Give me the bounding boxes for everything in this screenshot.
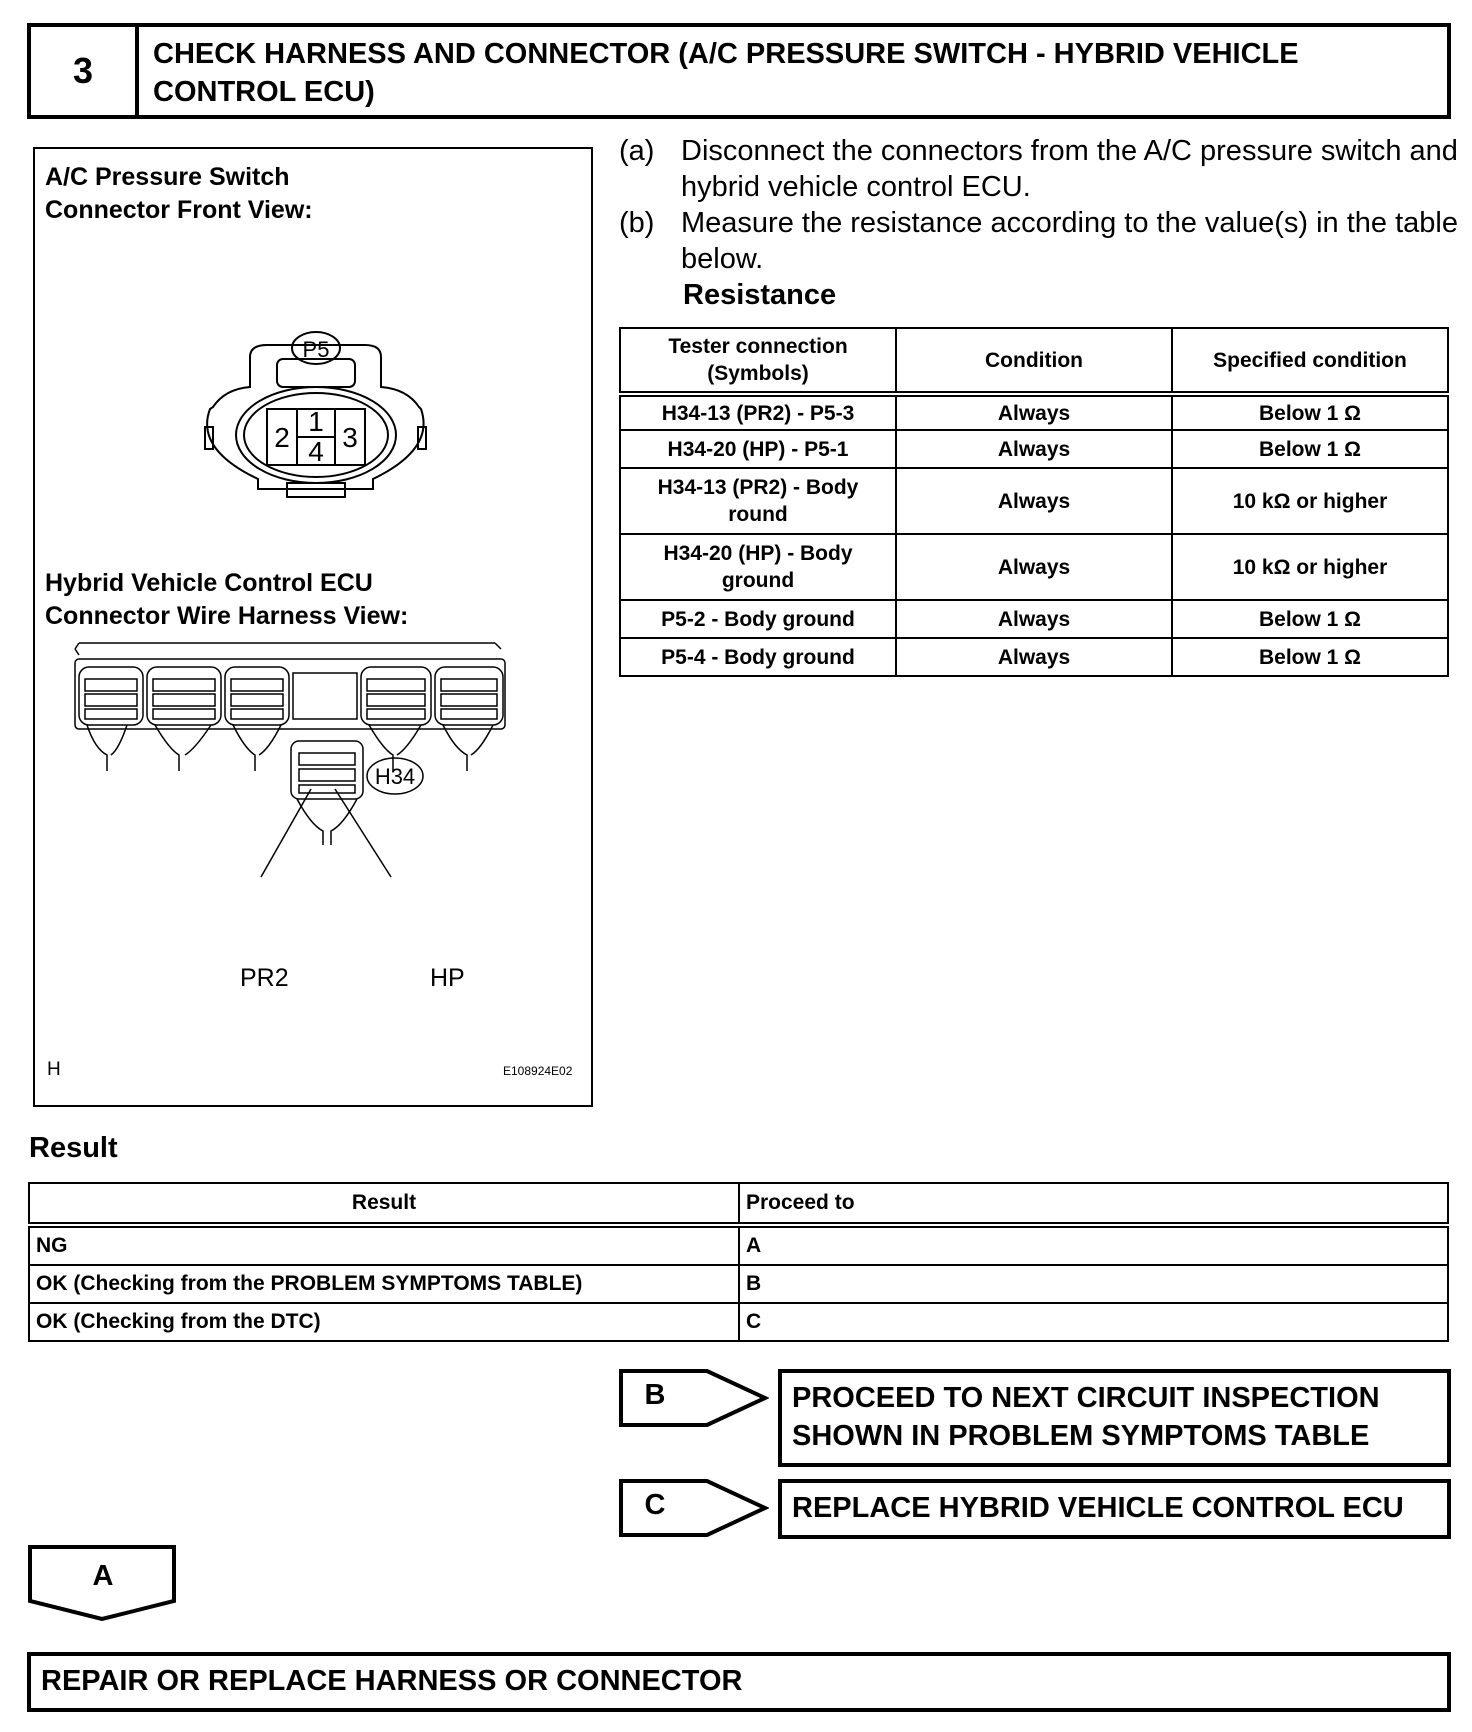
figure-corner-letter: H bbox=[47, 1059, 61, 1080]
ecu-block-5 bbox=[361, 667, 431, 725]
pr2-label: PR2 bbox=[240, 964, 289, 992]
result-header-result: Result bbox=[29, 1183, 739, 1225]
ecu-block-2 bbox=[147, 667, 221, 725]
pr2-leader bbox=[261, 789, 311, 877]
ecu-empty-socket bbox=[293, 673, 357, 719]
table-row: P5-2 - Body ground Always Below 1 Ω bbox=[620, 600, 1448, 638]
ecu-block-3 bbox=[225, 667, 289, 725]
pin-2: 2 bbox=[274, 422, 290, 453]
table-row: H34-13 (PR2) - Body round Always 10 kΩ or higher bbox=[620, 468, 1448, 534]
res-header-tester: Tester connection (Symbols) bbox=[620, 328, 896, 394]
outcome-b-action: PROCEED TO NEXT CIRCUIT INSPECTION SHOWN IN PROBLEM SYMPTOMS TABLE bbox=[778, 1369, 1451, 1467]
res-header-specified: Specified condition bbox=[1172, 328, 1448, 394]
ecu-label: Hybrid Vehicle Control ECU Connector Wire Harness View: bbox=[45, 569, 409, 630]
table-row: NG A bbox=[29, 1225, 1448, 1265]
table-row: H34-13 (PR2) - P5-3 Always Below 1 Ω bbox=[620, 394, 1448, 430]
ecu-block-1 bbox=[79, 667, 143, 725]
outcome-b-letter: B bbox=[644, 1379, 666, 1411]
instruction-b-mark: (b) bbox=[619, 207, 655, 239]
outcome-a-letter: A bbox=[92, 1560, 114, 1592]
resistance-title: Resistance bbox=[683, 279, 837, 311]
table-row: H34-20 (HP) - P5-1 Always Below 1 Ω bbox=[620, 430, 1448, 468]
p5-tag-text: P5 bbox=[302, 337, 330, 362]
table-row: H34-20 (HP) - Body ground Always 10 kΩ or higher bbox=[620, 534, 1448, 600]
h34-tag-text: H34 bbox=[374, 764, 416, 789]
hp-leader bbox=[335, 789, 391, 877]
step-number: 3 bbox=[31, 27, 139, 115]
res-header-condition: Condition bbox=[896, 328, 1172, 394]
table-row: OK (Checking from the PROBLEM SYMPTOMS TABLE) B bbox=[29, 1265, 1448, 1303]
ecu-block-6 bbox=[435, 667, 503, 725]
pin-3: 3 bbox=[342, 422, 358, 453]
instruction-a-mark: (a) bbox=[619, 135, 655, 167]
ac-switch-label: A/C Pressure Switch Connector Front View: bbox=[45, 163, 313, 224]
resistance-table bbox=[619, 327, 1449, 677]
step-header bbox=[27, 23, 1451, 119]
connector-figure bbox=[33, 147, 593, 1107]
outcome-a-action: REPAIR OR REPLACE HARNESS OR CONNECTOR bbox=[27, 1652, 1451, 1712]
table-row: OK (Checking from the DTC) C bbox=[29, 1303, 1448, 1341]
result-header-proceed: Proceed to bbox=[739, 1183, 1448, 1225]
figure-code: E108924E02 bbox=[503, 1064, 573, 1078]
outcome-c-action: REPLACE HYBRID VEHICLE CONTROL ECU bbox=[778, 1479, 1451, 1539]
instruction-a-text: Disconnect the connectors from the A/C pressure switch and hybrid vehicle control ECU. bbox=[681, 135, 1458, 203]
pin-1: 1 bbox=[308, 406, 324, 437]
step-title: CHECK HARNESS AND CONNECTOR (A/C PRESSURE SWITCH - HYBRID VEHICLE CONTROL ECU) bbox=[153, 38, 1299, 108]
hp-label: HP bbox=[430, 964, 465, 992]
table-row: P5-4 - Body ground Always Below 1 Ω bbox=[620, 638, 1448, 676]
pin-4: 4 bbox=[308, 436, 324, 467]
h34-connector bbox=[291, 741, 363, 799]
instruction-b-text: Measure the resistance according to the value(s) in the table below. bbox=[681, 207, 1458, 275]
result-table bbox=[28, 1182, 1449, 1342]
outcome-c-letter: C bbox=[644, 1489, 666, 1521]
result-title: Result bbox=[29, 1132, 118, 1164]
